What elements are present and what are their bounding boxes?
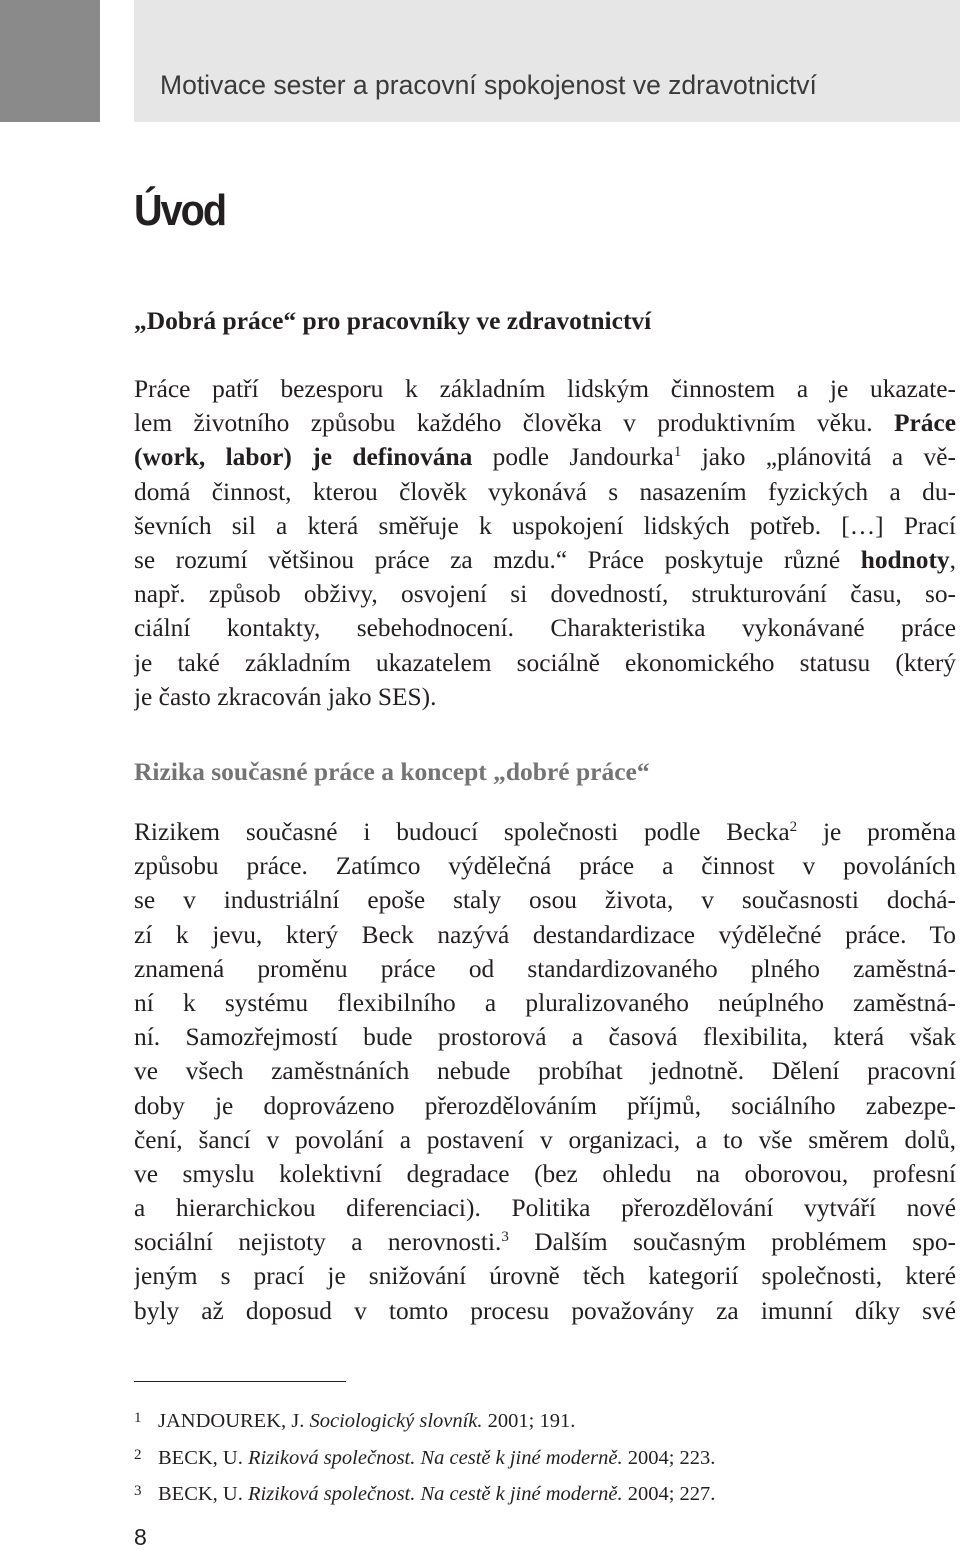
text-line xyxy=(134,543,956,577)
text-line xyxy=(134,440,956,474)
text-line: způsobu práce. Zatímco výdělečná práce a činnost v povoláních xyxy=(134,852,956,881)
chapter-title: Úvod xyxy=(134,186,226,235)
text-line: ní k systému flexibilního a pluralizovaného neúplného zaměstná- xyxy=(134,988,956,1017)
footnote-ref: 2 xyxy=(789,819,798,835)
text-line xyxy=(134,406,956,440)
text-span: podle Jandourka xyxy=(492,443,674,472)
footnote-number: 3 xyxy=(134,1483,142,1499)
text-line: se v industriální epoše staly osou života, v současnosti dochá- xyxy=(134,886,956,915)
paragraph-rizika xyxy=(134,815,956,1328)
paragraph-prace xyxy=(134,372,956,714)
text-span: lem životního způsobu každého člověka v produktivním věku. xyxy=(134,409,873,438)
text-line: doby je doprovázeno přerozdělováním příjmů, sociálního zabezpe- xyxy=(134,1091,956,1120)
text-span: se rozumí většinou práce za mzdu.“ Práce poskytuje různé xyxy=(134,545,841,574)
text-line: ní. Samozřejmostí bude prostorová a časová flexibilita, která však xyxy=(134,1023,956,1052)
text-line: ve všech zaměstnáních nebude probíhat jednotně. Dělení pracovní xyxy=(134,1057,956,1086)
bold-term: Práce xyxy=(893,409,956,438)
side-tab-marker xyxy=(0,0,100,122)
section-heading-rizika: Rizika současné práce a koncept „dobré práce“ xyxy=(134,757,650,786)
bold-term: hodnoty xyxy=(860,545,950,574)
footnote-number: 1 xyxy=(134,1410,142,1426)
footnote xyxy=(134,1440,715,1470)
text-line: zí k jevu, který Beck nazývá destandardizace výdělečné práce. To xyxy=(134,920,956,949)
running-head: Motivace sester a pracovní spokojenost ve zdravotnictví xyxy=(160,70,817,100)
footnote xyxy=(134,1476,715,1506)
text-line xyxy=(134,1225,956,1259)
text-line: např. způsob obživy, osvojení si dovedností, strukturování času, so- xyxy=(134,580,956,609)
text-span: Dalším současným problémem spo- xyxy=(534,1228,956,1257)
footnote-number: 2 xyxy=(134,1447,142,1463)
footnote-author: BECK, U. xyxy=(158,1483,243,1505)
text-span: je proměna xyxy=(822,818,956,846)
footnote-title: Riziková společnost. Na cestě k jiné moderně. xyxy=(247,1447,623,1469)
text-line: jeným s prací je snižování úrovně těch kategorií společnosti, které xyxy=(134,1262,956,1291)
text-line: ševních sil a která směřuje k uspokojení lidských potřeb. […] Prací xyxy=(134,511,956,540)
text-span: Rizikem současné i budoucí společnosti podle Becka xyxy=(134,818,790,846)
page-number: 8 xyxy=(134,1524,147,1550)
text-line: je také základním ukazatelem sociálně ekonomického statusu (který xyxy=(134,648,956,677)
text-line: byly až doposud v tomto procesu považovány za imunní díky své xyxy=(134,1296,956,1325)
footnote-detail: 2004; 223. xyxy=(627,1447,716,1469)
text-line xyxy=(134,815,956,849)
footnote-ref: 3 xyxy=(501,1229,509,1246)
text-span: sociální nejistoty a nerovnosti. xyxy=(134,1228,502,1257)
footnote-title: Riziková společnost. Na cestě k jiné moderně. xyxy=(247,1483,623,1505)
footnote-author: BECK, U. xyxy=(158,1447,243,1469)
text-line: ve smyslu kolektivní degradace (bez ohledu na oborovou, profesní xyxy=(134,1159,956,1188)
footnote-title: Sociologický slovník. xyxy=(309,1410,483,1432)
footnote-author: JANDOUREK, J. xyxy=(158,1410,305,1432)
bold-term: (work, labor) je definována xyxy=(134,443,473,472)
footnote-detail: 2001; 191. xyxy=(487,1410,576,1432)
footnote xyxy=(134,1403,575,1433)
section-heading-dobra-prace: „Dobrá práce“ pro pracovníky ve zdravotnictví xyxy=(134,306,652,335)
text-line: domá činnost, kterou člověk vykonává s nasazením fyzických a du- xyxy=(134,477,956,506)
text-line: je často zkracován jako SES). xyxy=(134,682,437,711)
footnote-divider xyxy=(134,1381,346,1382)
text-line: čení, šancí v povolání a postavení v organizaci, a to vše směrem dolů, xyxy=(134,1125,956,1154)
footnote-detail: 2004; 227. xyxy=(627,1483,716,1505)
text-line: Práce patří bezesporu k základním lidským činnostem a je ukazate- xyxy=(134,375,956,403)
text-line: a hierarchickou diferenciaci). Politika přerozdělování vytváří nové xyxy=(134,1194,956,1223)
text-span: , xyxy=(949,545,956,574)
text-span: jako „plánovitá a vě- xyxy=(701,443,956,472)
text-line: ciální kontakty, sebehodnocení. Charakteristika vykonávané práce xyxy=(134,614,956,643)
footnote-ref: 1 xyxy=(673,444,682,461)
text-line: znamená proměnu práce od standardizovaného plného zaměstná- xyxy=(134,954,956,983)
running-header-band xyxy=(134,0,960,122)
